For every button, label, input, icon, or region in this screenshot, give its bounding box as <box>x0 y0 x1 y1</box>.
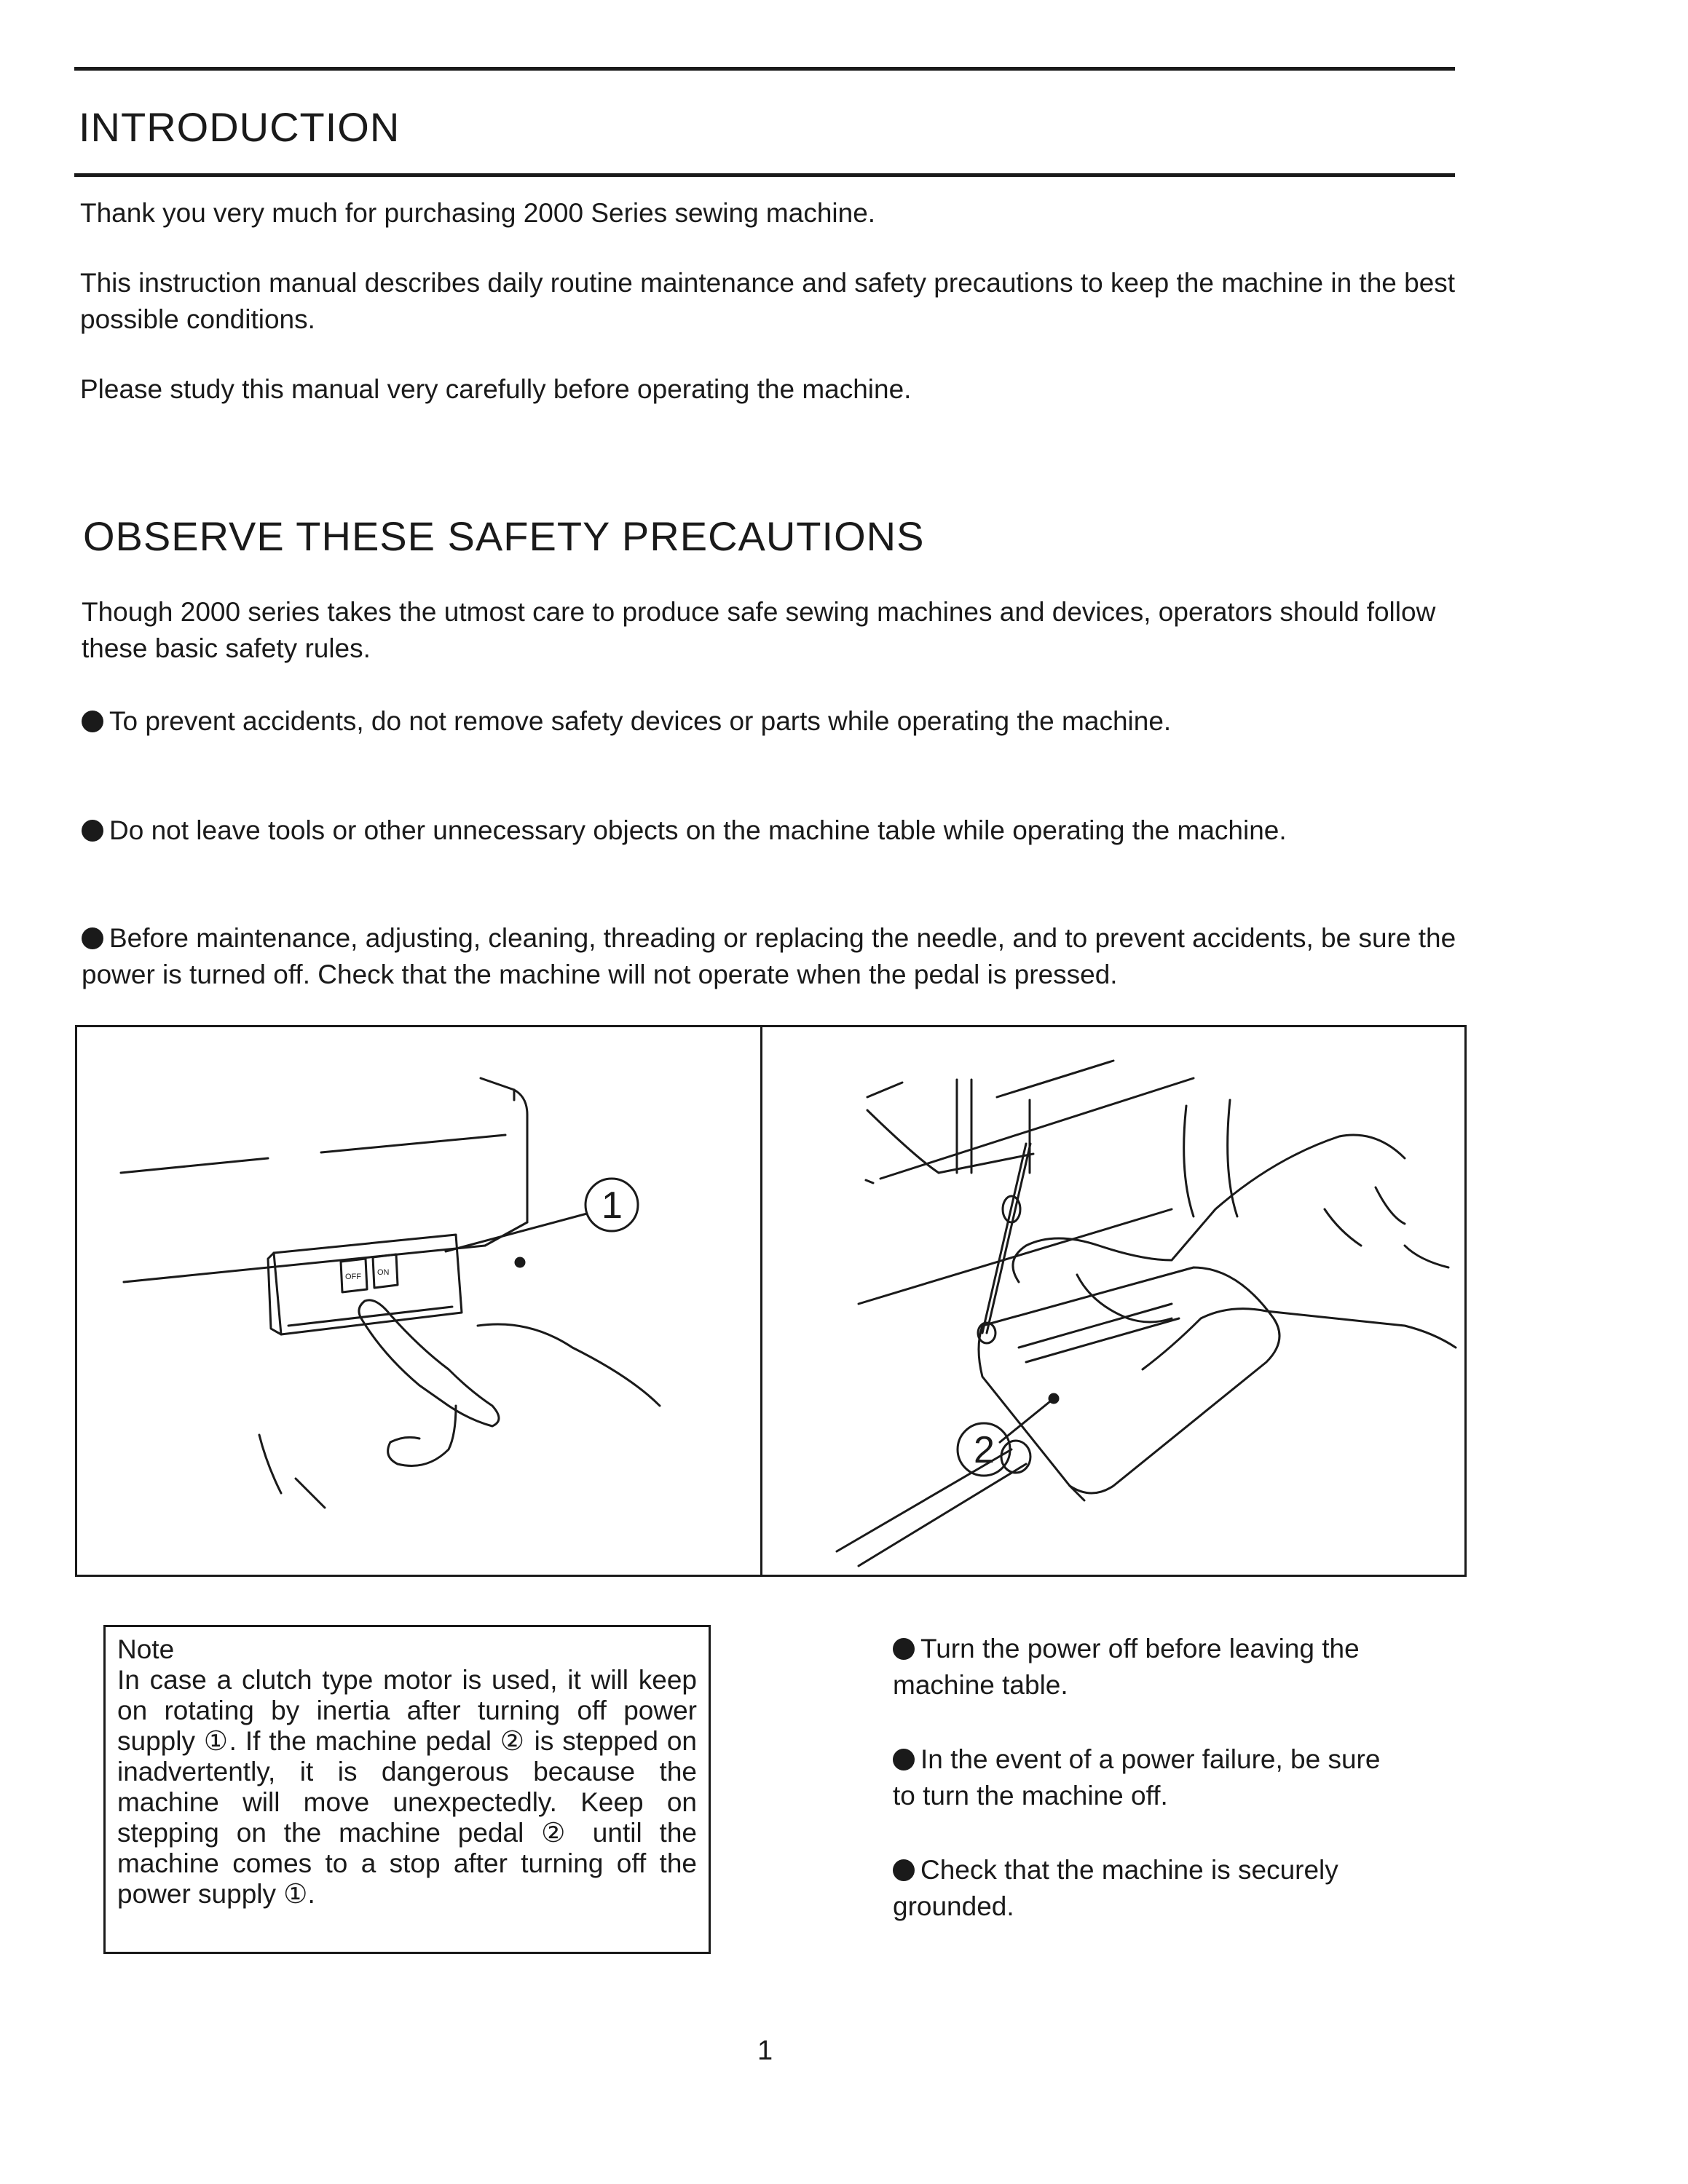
switch-off-label: OFF <box>345 1273 361 1281</box>
safety-lead: Though 2000 series takes the utmost care to produce safe sewing machines and devices, operators should follow these basic safety rules. <box>82 597 1436 663</box>
safety-bullet-3-text: Before maintenance, adjusting, cleaning, threading or replacing the needle, and to prevent accidents, be sure the power is turned off. Check that the machine will not operate when the pedal is pressed. <box>82 923 1456 989</box>
bullet-icon <box>893 1749 915 1770</box>
bullet-icon <box>82 711 103 732</box>
safety-bullet-2-text: Do not leave tools or other unnecessary objects on the machine table while operating the machine. <box>109 815 1287 845</box>
right-bullet-3-text: Check that the machine is securely grounded. <box>893 1855 1338 1921</box>
intro-paragraph-1: Thank you very much for purchasing 2000 Series sewing machine. <box>80 198 876 228</box>
bullet-icon <box>82 820 103 842</box>
intro-heading: INTRODUCTION <box>79 104 401 150</box>
note-box <box>103 1625 711 1954</box>
safety-bullet-1 <box>82 703 1465 740</box>
right-bullet-3 <box>893 1852 1388 1925</box>
safety-bullet-3 <box>82 920 1465 993</box>
intro-paragraph-2: This instruction manual describes daily routine maintenance and safety precautions to keep the machine in the best possible conditions. <box>80 268 1456 334</box>
power-switch-illustration <box>77 1027 759 1575</box>
intro-paragraph-3: Please study this manual very carefully before operating the machine. <box>80 374 912 404</box>
figure-divider <box>760 1025 762 1577</box>
callout-2-label: 2 <box>974 1429 995 1471</box>
right-bullet-1 <box>893 1631 1388 1704</box>
page-number: 1 <box>757 2035 773 2066</box>
intro-rule <box>74 173 1455 177</box>
bullet-icon <box>893 1859 915 1881</box>
safety-bullet-2 <box>82 812 1465 849</box>
right-bullet-2 <box>893 1741 1388 1814</box>
switch-on-label: ON <box>377 1268 390 1277</box>
right-bullet-2-text: In the event of a power failure, be sure to turn the machine off. <box>893 1744 1381 1811</box>
bullet-icon <box>893 1638 915 1660</box>
safety-heading: OBSERVE THESE SAFETY PRECAUTIONS <box>83 513 925 559</box>
top-rule <box>74 67 1455 71</box>
note-text: In case a clutch type motor is used, it will keep on rotating by inertia after turning off power supply ①. If the machine pedal ② is stepped on inadvertently, it is dangerous because the machine will move unexpectedly. Keep on stepping on the machine pedal ② until the machine comes to a stop after turning off the power supply ①. <box>117 1665 697 1909</box>
pedal-illustration <box>764 1027 1464 1575</box>
right-bullet-1-text: Turn the power off before leaving the machine table. <box>893 1634 1360 1700</box>
safety-bullet-1-text: To prevent accidents, do not remove safety devices or parts while operating the machine. <box>109 706 1172 736</box>
bullet-icon <box>82 927 103 949</box>
callout-1-label: 1 <box>602 1184 623 1227</box>
note-title: Note <box>117 1634 175 1664</box>
